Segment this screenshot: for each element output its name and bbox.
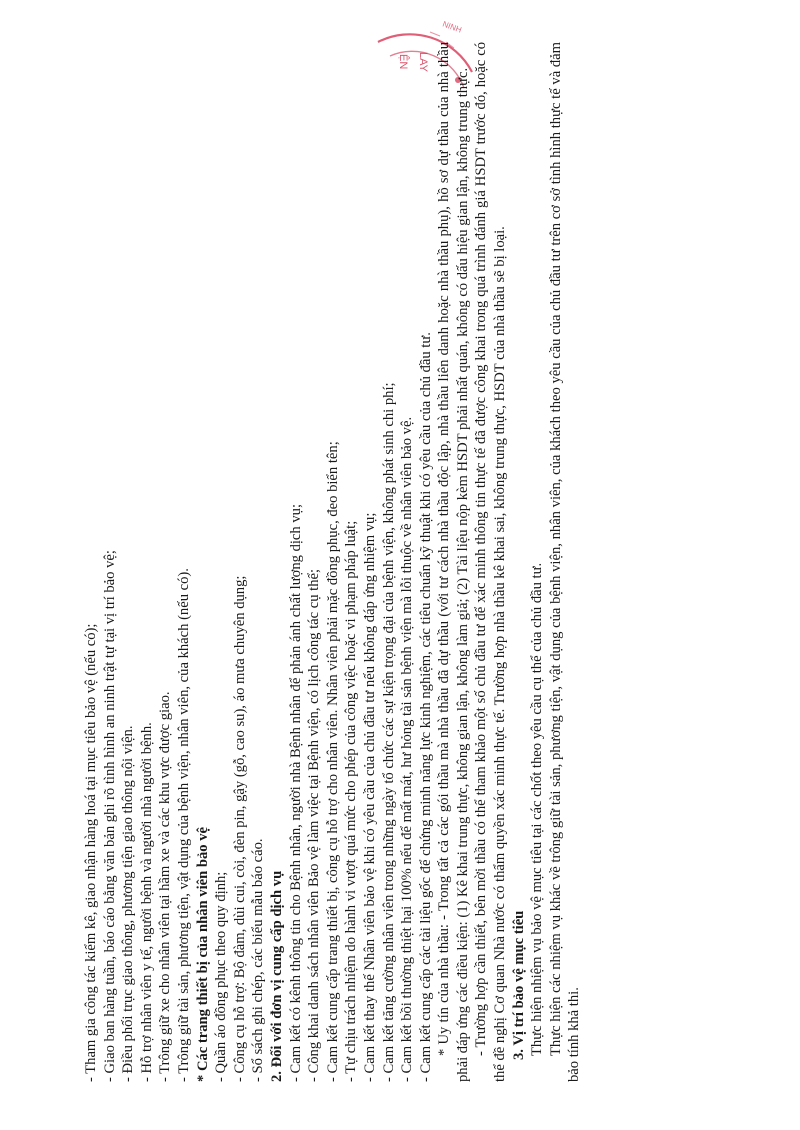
svg-text:LAY: LAY xyxy=(417,52,429,72)
rotated-content xyxy=(82,42,682,1082)
duty-line: - Tham gia công tác kiểm kê, giao nhận hàng hoá tại mục tiêu bảo vệ (nếu có); xyxy=(83,623,99,1082)
svg-text:ỆN: ỆN xyxy=(397,54,409,70)
duty-line: - Giao ban hàng tuần, báo cáo bằng văn bản ghi rõ tình hình an ninh trật tự tại vị trí bảo vệ; xyxy=(101,550,118,1082)
duty-line: - Hỗ trợ nhân viên y tế, người bệnh và người nhà người bệnh. xyxy=(138,722,155,1082)
equipment-line: - Sổ sách ghi chép, các biểu mẫu báo cáo. xyxy=(250,838,267,1082)
equipment-heading: * Các trang thiết bị của nhân viên bảo vệ xyxy=(194,827,211,1082)
section-3-heading: 3. Vị trí bảo vệ mục tiêu xyxy=(510,910,527,1060)
document-body xyxy=(82,42,584,1082)
commitment-line: - Cam kết thay thế Nhân viên bảo vệ khi có yêu cầu của chủ đầu tư nếu không đáp ứng nhiệm vụ; xyxy=(361,512,378,1082)
commitment-line: - Cam kết cung cấp các tài liệu gốc để chứng minh năng lực kinh nghiệm, các tiêu chuẩn kỹ thuật khi có yêu cầu của chủ đầu tư. xyxy=(417,332,434,1082)
commitment-line: - Cam kết tăng cường nhân viên trong những ngày tổ chức các sự kiện trọng đại của bệnh viện, không phát sinh chi phí; xyxy=(380,382,397,1082)
commitment-line: - Cam kết có kênh thông tin cho Bệnh nhân, người nhà Bệnh nhân để phản ánh chất lượng dịch vụ; xyxy=(287,504,304,1082)
section-3-paragraph-2: Thực hiện các nhiệm vụ khác về trông giữ tài sản, phương tiện, vật dụng của bệnh viện, nhân viên, của khách theo yêu cầu của chủ đầu tư trên cơ sở tình hình thực tế và đảm bảo tính khả thi. xyxy=(547,42,583,1082)
section-3-paragraph-1: Thực hiện nhiệm vụ bảo vệ mục tiêu tại các chốt theo yêu cầu cụ thể của chủ đầu tư. xyxy=(529,562,546,1056)
verification-paragraph: - Trường hợp cần thiết, bên mời thầu có thể tham khảo một số chủ đầu tư để xác minh thông tin thực tế đã được công khai trong quá trình đánh giá HSDT trước đó, hoặc có thể đề nghị Cơ quan Nhà nước có thẩm quyền xác minh thực tế. Trường hợp nhà thầu kê khai sai, không trung thực, HSDT của nhà thầu sẽ bị loại. xyxy=(473,42,509,1082)
reputation-paragraph: * Uy tín của nhà thầu: - Trong tất cả các gói thầu mà nhà thầu đã dự thầu (với tư cách nhà thầu độc lập, nhà thầu liên danh hoặc nhà thầu phụ), hồ sơ dự thầu của nhà thầu phải đáp ứng các điều kiện: (1) Kê khai trung thực, không gian lận, không làm giả; (2) Tài liệu nộp kèm HSDT phải nhất quán, không có dấu hiệu gian lận, không trung thực. xyxy=(436,42,471,1082)
svg-text:NINH: NINH xyxy=(441,19,463,35)
duty-line: - Điều phối trục giao thông, phương tiện giao thông nội viện. xyxy=(120,725,137,1082)
commitment-line: - Cam kết cung cấp trang thiết bị, công cụ hỗ trợ cho nhân viên. Nhân viên phải mặc đồng phục, đeo biển tên; xyxy=(324,441,341,1082)
commitment-line: - Tự chịu trách nhiệm do hành vi vượt quá mức cho phép của công việc hoặc vi phạm pháp luật; xyxy=(343,520,360,1082)
duty-line: - Trông giữ xe cho nhân viên tại hầm xe và các khu vực được giao. xyxy=(157,691,174,1082)
duty-line: - Trông giữ tài sản, phương tiện, vật dụng của bệnh viện, nhân viên, của khách (nếu có). xyxy=(175,568,192,1082)
equipment-line: - Công cụ hỗ trợ: Bộ đàm, dùi cui, còi, đèn pin, gậy (gỗ, cao su), áo mưa chuyên dụng; xyxy=(231,575,248,1082)
equipment-line: - Quần áo đồng phục theo quy định; xyxy=(213,871,230,1082)
section-2-heading: 2. Đối với đơn vị cung cấp dịch vụ xyxy=(268,870,285,1082)
commitment-line: - Cam kết bồi thường thiệt hại 100% nếu để mất mát, hư hỏng tài sản bệnh viện mà lỗi thuộc về nhân viên bảo vệ. xyxy=(399,416,416,1082)
commitment-line: - Công khai danh sách nhân viên Bảo vệ làm việc tại Bệnh viện, có lịch công tác cụ thể; xyxy=(306,568,323,1082)
